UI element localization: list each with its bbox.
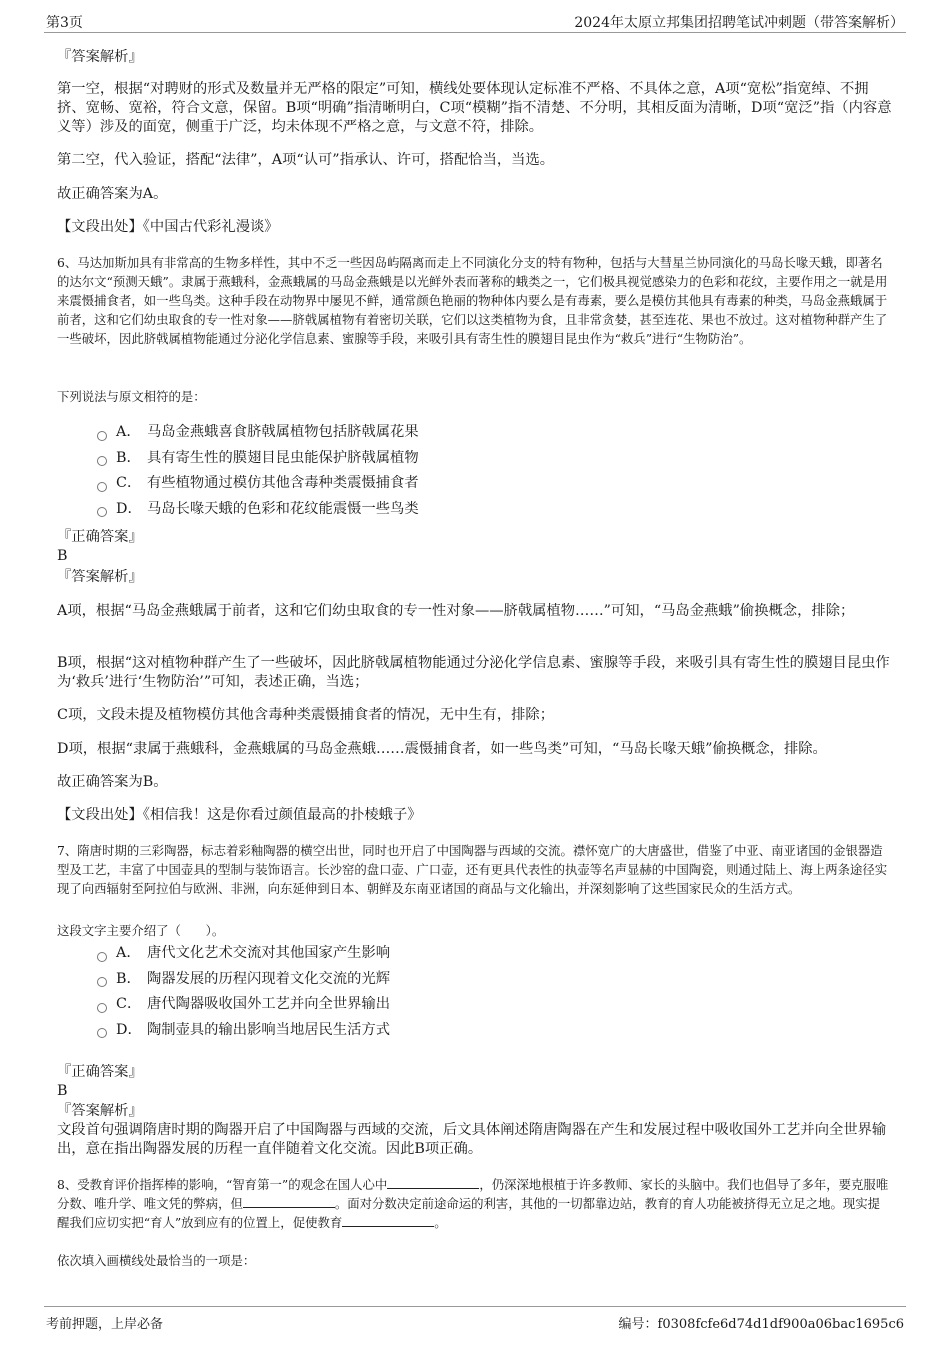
q7-passage: 7、隋唐时期的三彩陶器，标志着彩釉陶器的横空出世，同时也开启了中国陶器与西域的交流。襟怀宽广的大唐盛世，借鉴了中亚、南亚诸国的金银器造型及工艺，丰富了中国壶具的型制与装饰语言。长沙窑的盘口壶、广口壶，还有更具代表性的执壶等名声显赫的中国陶瓷，则通过陆上、海上两条途径实现了向西辐射至阿拉伯与欧洲、非洲，向东延伸到日本、朝鲜及东南亚诸国的商品与文化输出，并深刻影响了这些国家民众的生活方式。 — [57, 843, 888, 896]
page-number: 第3页 — [46, 15, 83, 31]
q5-analysis-p1: 第一空，根据“对聘财的形式及数量并无严格的限定”可知，横线处要体现认定标准不严格、不具体之意，A项“宽松”指宽绰、不拥挤、宽畅、宽裕，符合文意，保留。B项“明确”指清晰明白，C项“模糊”指不清楚、不分明，其相反面为清晰，D项“宽泛”指（内容意义等）涉及的面宽，侧重于广泛，均未体现不严格之意，与文意不符，排除。 — [57, 81, 892, 135]
q7-option-c[interactable]: C． 唐代陶器吸收国外工艺并向全世界输出 — [97, 992, 797, 1018]
q6-analysis-a: A项，根据“马岛金燕蛾属于前者，这和它们幼虫取食的专一性对象——脐戟属植物……”可知，“马岛金燕蛾”偷换概念，排除； — [57, 603, 855, 619]
q6-option-a[interactable]: A． 马岛金燕蛾喜食脐戟属植物包括脐戟属花果 — [97, 420, 797, 446]
q5-analysis-label: 『答案解析』 — [57, 49, 143, 65]
radio-icon[interactable] — [97, 431, 107, 441]
radio-icon[interactable] — [97, 952, 107, 962]
radio-icon[interactable] — [97, 482, 107, 492]
q6-answer: B — [57, 548, 68, 564]
q6-analysis-b: B项，根据“这对植物种群产生了一些破坏，因此脐戟属植物能通过分泌化学信息素、蜜腺等手段，来吸引具有寄生性的膜翅目昆虫作为‘救兵’进行‘生物防治’”可知，表述正确，当选； — [57, 655, 890, 690]
q6-option-c[interactable]: C． 有些植物通过模仿其他含毒种类震慑捕食者 — [97, 471, 797, 497]
q7-option-b[interactable]: B． 陶器发展的历程闪现着文化交流的光辉 — [97, 967, 797, 993]
radio-icon[interactable] — [97, 977, 107, 987]
q6-options — [97, 420, 797, 522]
q6-option-d[interactable]: D． 马岛长喙天蛾的色彩和花纹能震慑一些鸟类 — [97, 497, 797, 523]
q7-analysis-label: 『答案解析』 — [57, 1103, 143, 1119]
fill-blank-2[interactable] — [243, 1195, 335, 1208]
q5-conclusion: 故正确答案为A。 — [57, 186, 168, 202]
radio-icon[interactable] — [97, 1003, 107, 1013]
q7-prompt: 这段文字主要介绍了（ ）。 — [57, 923, 225, 938]
document-title: 2024年太原立邦集团招聘笔试冲刺题（带答案解析） — [574, 15, 904, 31]
q7-option-d[interactable]: D． 陶制壶具的输出影响当地居民生活方式 — [97, 1018, 797, 1044]
radio-icon[interactable] — [97, 1028, 107, 1038]
q5-analysis-p2: 第二空，代入验证，搭配“法律”，A项“认可”指承认、许可，搭配恰当，当选。 — [57, 152, 555, 168]
q7-option-a[interactable]: A． 唐代文化艺术交流对其他国家产生影响 — [97, 941, 797, 967]
q6-option-b[interactable]: B． 具有寄生性的膜翅目昆虫能保护脐戟属植物 — [97, 446, 797, 472]
q6-analysis-c: C项，文段未提及植物模仿其他含毒种类震慑捕食者的情况，无中生有，排除； — [57, 707, 555, 723]
q8-prompt: 依次填入画横线处最恰当的一项是： — [57, 1253, 256, 1268]
q6-analysis-label: 『答案解析』 — [57, 569, 143, 585]
q6-passage: 6、马达加斯加具有非常高的生物多样性，其中不乏一些因岛屿隔离而走上不同演化分支的特有物种，包括与大彗星兰协同演化的马岛长喙天蛾，即著名的达尔文“预测天蛾”。隶属于燕蛾科，金燕蛾属的马岛金燕蛾是以光鲜外表而著称的蛾类之一，它们极具视觉感染力的色彩和花纹，主要作用之一就是用来震慑捕食者，如一些鸟类。这种手段在动物界中屡见不鲜，通常颜色艳丽的物种体内要么是有毒素，要么是模仿其他具有毒素的种类，马岛金燕蛾属于前者，这和它们幼虫取食的专一性对象——脐戟属植物有着密切关联，它们以这类植物为食，且非常贪婪，甚至连花、果也不放过。这对植物种群产生了一些破坏，因此脐戟属植物能通过分泌化学信息素、蜜腺等手段，来吸引具有寄生性的膜翅目昆虫作为“救兵”进行“生物防治”。 — [57, 255, 888, 346]
q8-passage: 8、受教育评价指挥棒的影响，“智育第一”的观念在国人心中 ，仍深深地根植于许多教师、家长的头脑中。我们也倡导了多年，要克服唯分数、唯升学、唯文凭的弊病，但 。面对分数决定前途命运的利害，其他的一切都靠边站，教育的育人功能被挤得无立足之地。现实提醒我们应切实把“育人”放到应有的位置上，促使教育 。 — [57, 1177, 889, 1230]
radio-icon[interactable] — [97, 456, 107, 466]
q6-source: 【文段出处】《相信我！这是你看过颜值最高的扑棱蛾子》 — [57, 807, 422, 823]
q7-answer-label: 『正确答案』 — [57, 1064, 143, 1080]
fill-blank-1[interactable] — [387, 1176, 479, 1189]
q6-answer-label: 『正确答案』 — [57, 529, 143, 545]
q6-conclusion: 故正确答案为B。 — [57, 774, 168, 790]
q6-prompt: 下列说法与原文相符的是： — [57, 389, 206, 404]
page-footer — [44, 1306, 906, 1331]
q5-source: 【文段出处】《中国古代彩礼漫谈》 — [57, 219, 279, 235]
page-header — [44, 10, 906, 33]
footer-slogan: 考前押题，上岸必备 — [46, 1317, 164, 1332]
q6-analysis-d: D项，根据“隶属于燕蛾科，金燕蛾属的马岛金燕蛾……震慑捕食者，如一些鸟类”可知，“马岛长喙天蛾”偷换概念，排除。 — [57, 741, 827, 757]
q7-answer: B — [57, 1083, 68, 1099]
q7-analysis: 文段首句强调隋唐时期的陶器开启了中国陶器与西域的交流，后文具体阐述隋唐陶器在产生和发展过程中吸收国外工艺并向全世界输出，意在指出陶器发展的历程一直伴随着文化交流。因此B项正确。 — [57, 1122, 887, 1157]
fill-blank-3[interactable] — [342, 1214, 434, 1227]
radio-icon[interactable] — [97, 507, 107, 517]
q7-options — [97, 941, 797, 1043]
footer-doc-id: 编号：f0308fcfe6d74d1df900a06bac1695c6 — [618, 1317, 904, 1332]
